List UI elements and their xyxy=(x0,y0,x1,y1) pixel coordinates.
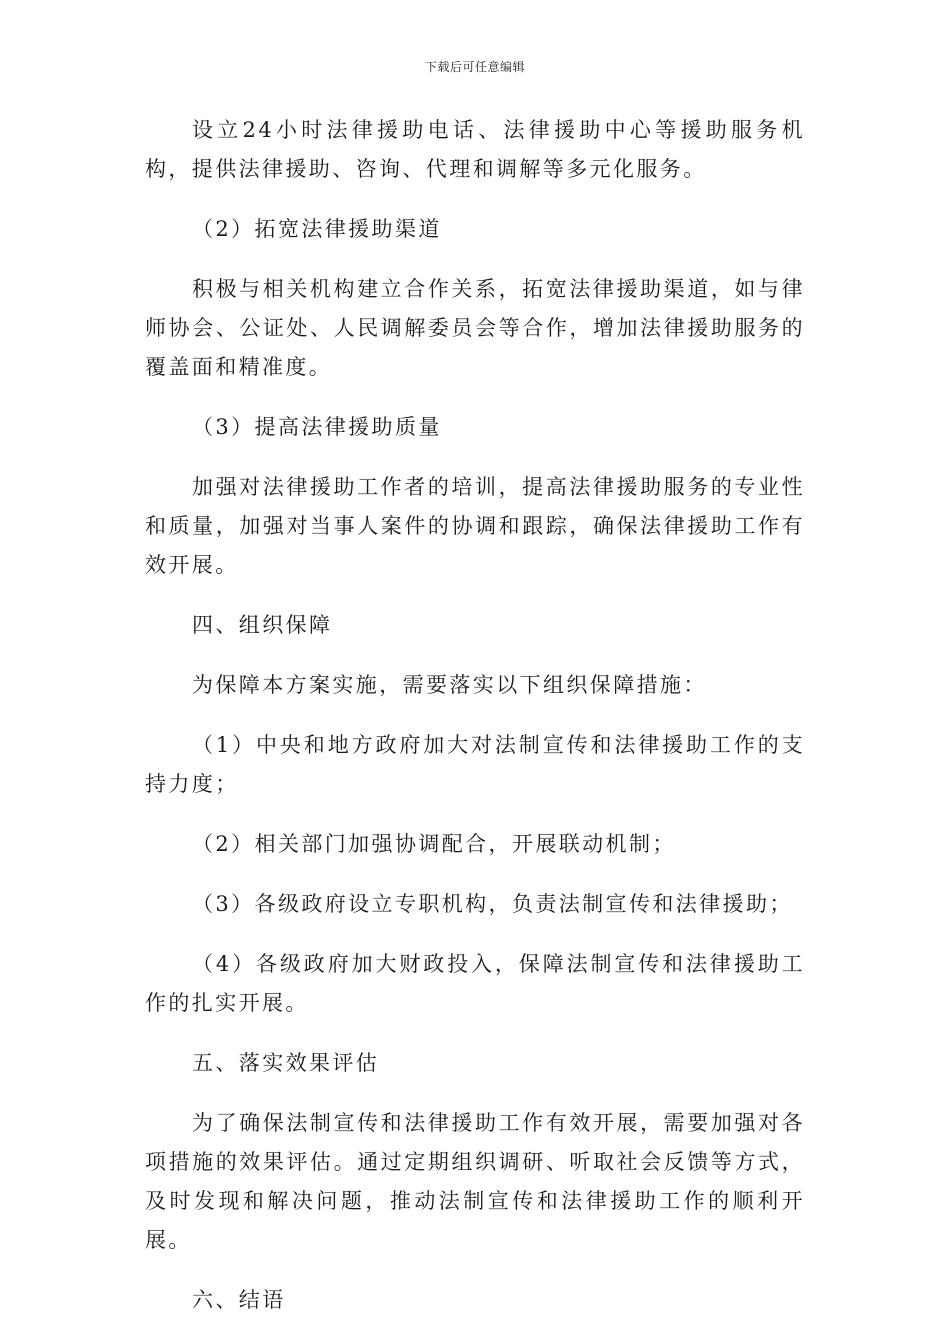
section-heading-conclusion: 六、结语 xyxy=(192,1288,286,1312)
download-note: 下载后可任意编辑 xyxy=(424,60,525,74)
list-item-support: （1）中央和地方政府加大对法制宣传和法律援助工作的支持力度； xyxy=(145,733,805,796)
list-item-coordination: （2）相关部门加强协调配合，开展联动机制； xyxy=(192,832,676,856)
paragraph-evaluation: 为了确保法制宣传和法律援助工作有效开展，需要加强对各项措施的效果评估。通过定期组织调研、听取社会反馈等方式，及时发现和解决问题，推动法制宣传和法律援助工作的顺利开展。 xyxy=(145,1111,805,1252)
document-body xyxy=(145,111,805,1341)
list-item-funding: （4）各级政府加大财政投入，保障法制宣传和法律援助工作的扎实开展。 xyxy=(145,952,805,1015)
subheading-improve-quality: （3）提高法律援助质量 xyxy=(192,415,442,439)
paragraph-training: 加强对法律援助工作者的培训，提高法律援助服务的专业性和质量，加强对当事人案件的协调和跟踪，确保法律援助工作有效开展。 xyxy=(145,475,805,577)
paragraph-service-setup: 设立24小时法律援助电话、法律援助中心等援助服务机构，提供法律援助、咨询、代理和调解等多元化服务。 xyxy=(145,118,805,181)
paragraph-cooperation: 积极与相关机构建立合作关系，拓宽法律援助渠道，如与律师协会、公证处、人民调解委员会等合作，增加法律援助服务的覆盖面和精准度。 xyxy=(145,277,805,379)
list-item-dedicated-agency: （3）各级政府设立专职机构，负责法制宣传和法律援助； xyxy=(192,892,793,916)
section-heading-org-guarantee: 四、组织保障 xyxy=(192,613,333,637)
section-heading-evaluation: 五、落实效果评估 xyxy=(192,1051,380,1075)
subheading-expand-channels: （2）拓宽法律援助渠道 xyxy=(192,217,442,241)
paragraph-guarantee-intro: 为保障本方案实施，需要落实以下组织保障措施： xyxy=(192,673,707,697)
